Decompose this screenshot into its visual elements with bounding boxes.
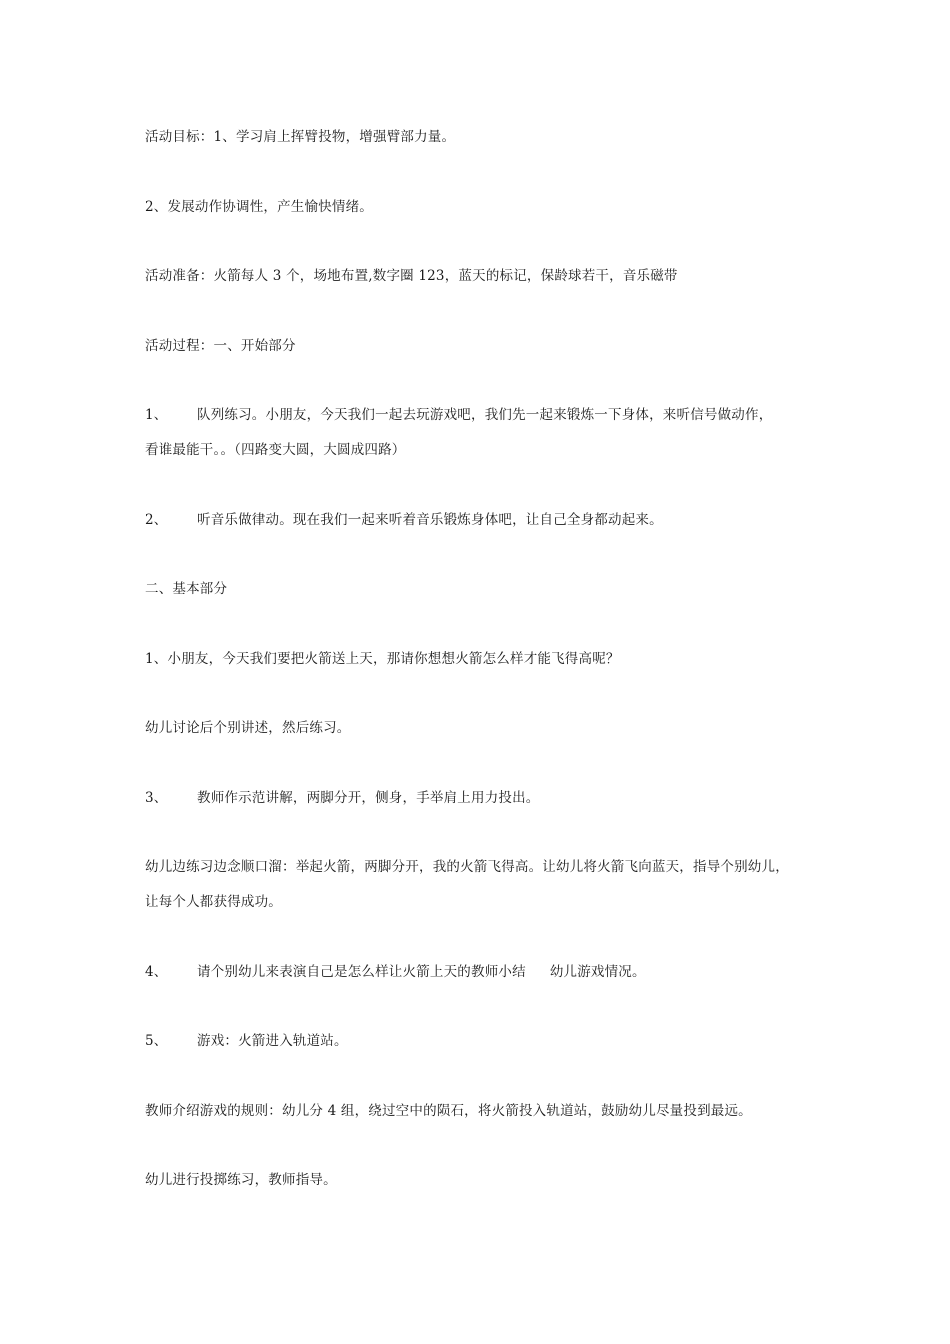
step-4-number: 4、 (145, 964, 168, 980)
step-4-text-a: 请个别幼儿来表演自己是怎么样让火箭上天的教师小结 (197, 964, 526, 980)
step-2-line (145, 511, 663, 529)
step-4-text-b: 幼儿游戏情况。 (549, 964, 646, 980)
step-3-line (145, 789, 540, 807)
step-3-number: 3、 (145, 790, 168, 806)
step-1-number: 1、 (145, 407, 168, 423)
step-5-line (145, 1032, 348, 1050)
practice-line: 幼儿进行投掷练习，教师指导。 (145, 1172, 337, 1188)
discuss-line: 幼儿讨论后个别讲述，然后练习。 (145, 720, 351, 736)
basic-heading: 二、基本部分 (145, 581, 228, 597)
goal-line-1: 活动目标：1、学习肩上挥臂投物，增强臂部力量。 (145, 129, 456, 145)
step-2-text: 听音乐做律动。现在我们一起来听着音乐锻炼身体吧，让自己全身都动起来。 (197, 512, 663, 528)
chant-line-1: 幼儿边练习边念顺口溜：举起火箭，两脚分开，我的火箭飞得高。让幼儿将火箭飞向蓝天，指导个别幼儿， (145, 859, 789, 875)
step-1-line-1 (145, 406, 772, 424)
step-3-text: 教师作示范讲解，两脚分开，侧身，手举肩上用力投出。 (197, 790, 540, 806)
step-4-line (145, 963, 646, 981)
step-1-line-2: 看谁最能干。。（四路变大圆，大圆成四路） (145, 442, 406, 458)
goal-line-2: 2、发展动作协调性，产生愉快情绪。 (145, 199, 373, 215)
preparation-line: 活动准备：火箭每人 3 个，场地布置,数字圈 123，蓝天的标记，保龄球若干，音乐磁带 (145, 268, 678, 284)
step-5-text: 游戏：火箭进入轨道站。 (197, 1033, 348, 1049)
basic-item-1: 1、小朋友，今天我们要把火箭送上天，那请你想想火箭怎么样才能飞得高呢？ (145, 651, 620, 667)
step-1-text: 队列练习。小朋友，今天我们一起去玩游戏吧，我们先一起来锻炼一下身体，来听信号做动作， (197, 407, 773, 423)
step-5-number: 5、 (145, 1033, 168, 1049)
rules-line: 教师介绍游戏的规则：幼儿分 4 组，绕过空中的陨石，将火箭投入轨道站，鼓励幼儿尽量投到最远。 (145, 1103, 752, 1119)
process-heading: 活动过程：一、开始部分 (145, 338, 296, 354)
step-2-number: 2、 (145, 512, 168, 528)
chant-line-2: 让每个人都获得成功。 (145, 894, 282, 910)
